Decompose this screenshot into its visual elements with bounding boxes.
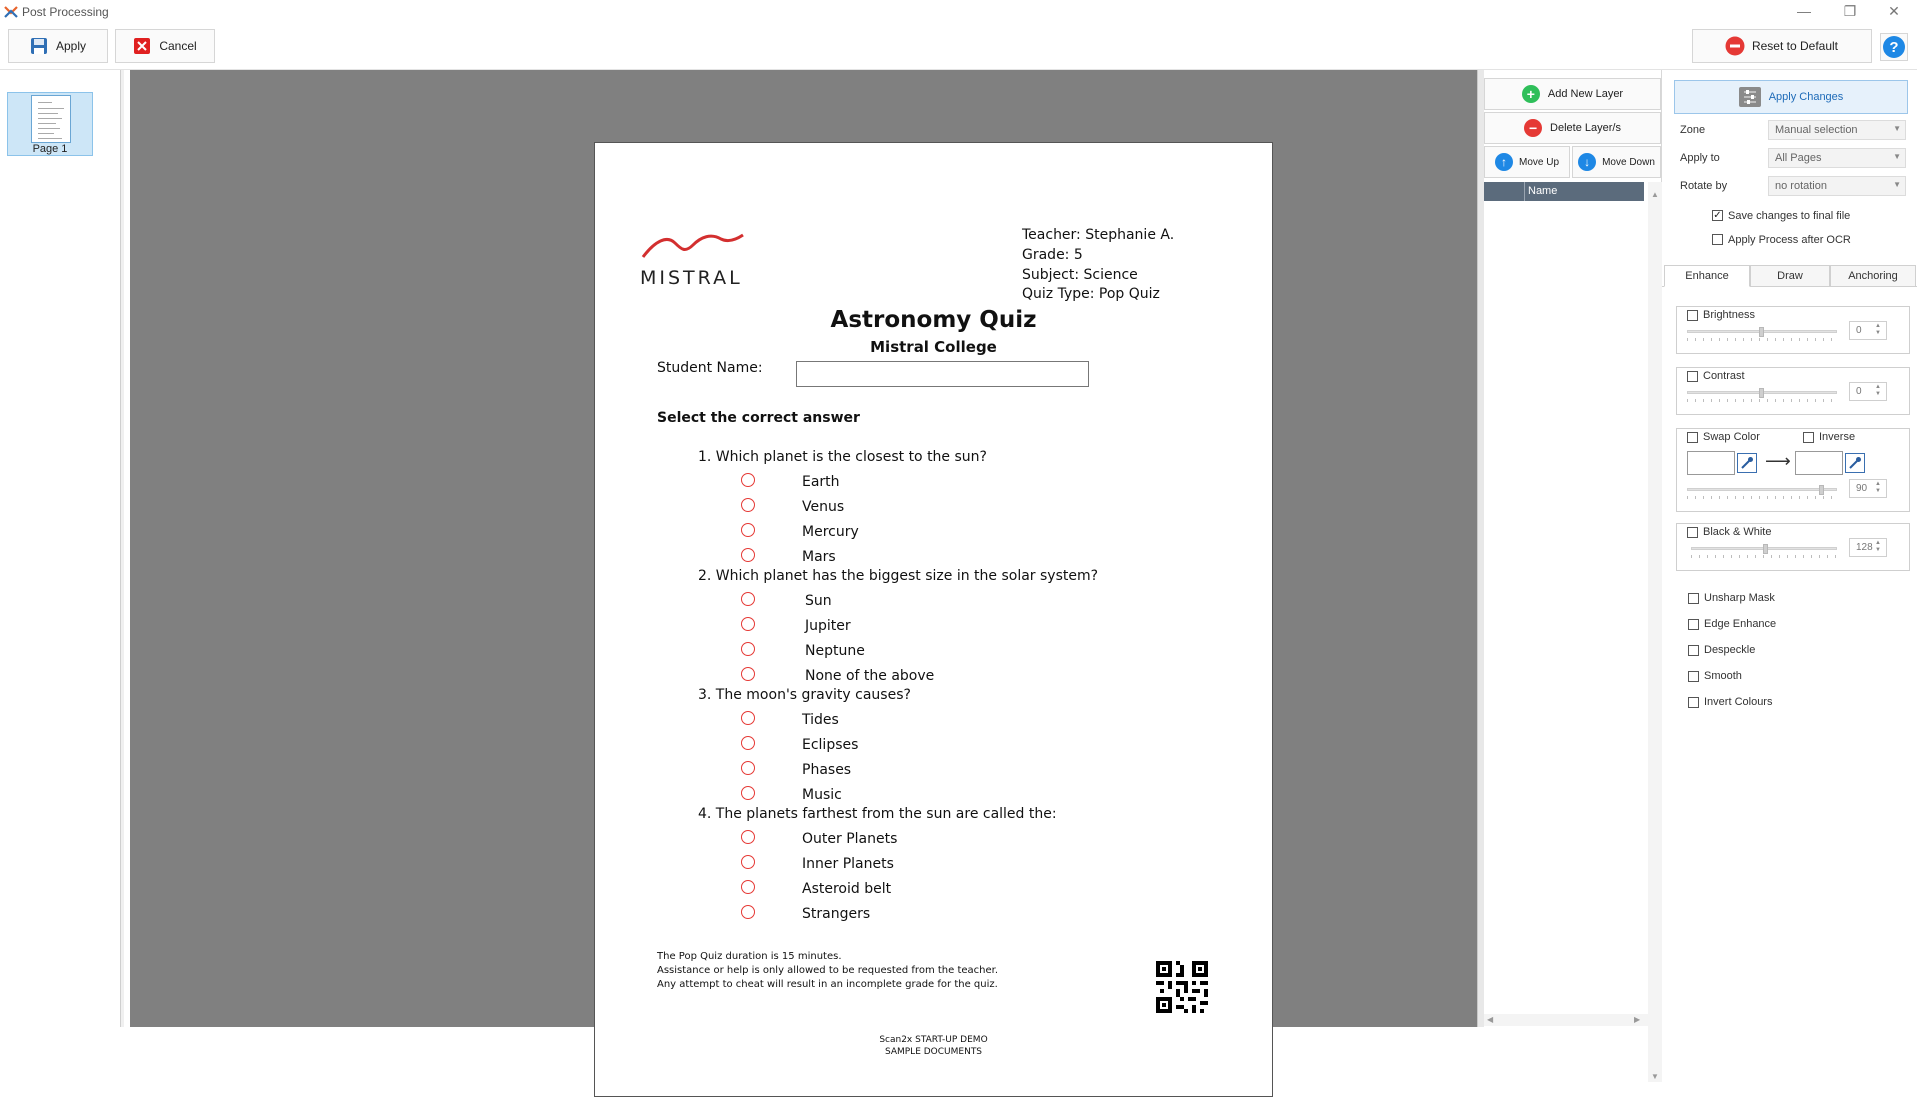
quiz-type-line: Quiz Type: Pop Quiz bbox=[1022, 286, 1160, 302]
radio-option bbox=[741, 473, 755, 487]
swap-tolerance-spinner[interactable] bbox=[1849, 479, 1887, 498]
instruction-text: Select the correct answer bbox=[657, 410, 860, 426]
layers-horizontal-scrollbar[interactable] bbox=[1484, 1014, 1648, 1026]
panel-splitter[interactable] bbox=[1477, 70, 1484, 1027]
chevron-down-icon: ▼ bbox=[1893, 124, 1901, 133]
tab-enhance[interactable] bbox=[1664, 265, 1750, 287]
reset-to-default-button[interactable] bbox=[1692, 29, 1872, 63]
toolbar bbox=[0, 24, 1917, 70]
note-line: Any attempt to cheat will result in an incomplete grade for the quiz. bbox=[657, 979, 998, 990]
save-changes-label: Save changes to final file bbox=[1728, 210, 1851, 222]
cancel-button[interactable] bbox=[115, 29, 215, 63]
smooth-label: Smooth bbox=[1704, 670, 1742, 682]
layers-table-header bbox=[1484, 182, 1644, 201]
invert-colours-checkbox[interactable] bbox=[1688, 697, 1699, 708]
brightness-checkbox[interactable] bbox=[1687, 310, 1698, 321]
black-white-spinner[interactable] bbox=[1849, 538, 1887, 557]
close-window-button[interactable] bbox=[1871, 0, 1917, 22]
thumbnail-panel bbox=[0, 70, 124, 1027]
radio-option bbox=[741, 880, 755, 894]
quiz-title: Astronomy Quiz bbox=[830, 307, 1037, 333]
radio-option bbox=[741, 667, 755, 681]
help-button[interactable] bbox=[1880, 33, 1908, 61]
target-eyedropper-icon[interactable] bbox=[1845, 453, 1865, 473]
move-down-label: Move Down bbox=[1602, 156, 1655, 168]
restore-button[interactable] bbox=[1827, 0, 1873, 22]
swap-color-label: Swap Color bbox=[1703, 431, 1760, 443]
contrast-group bbox=[1676, 367, 1910, 415]
apply-changes-label: Apply Changes bbox=[1768, 91, 1844, 103]
swap-slider-ticks bbox=[1687, 496, 1837, 499]
option-text: Outer Planets bbox=[802, 831, 898, 847]
apply-label: Apply bbox=[55, 39, 87, 53]
rotate-by-label: Rotate by bbox=[1680, 180, 1728, 192]
minus-icon: − bbox=[1524, 119, 1542, 137]
move-down-button[interactable] bbox=[1572, 146, 1661, 178]
radio-option bbox=[741, 711, 755, 725]
arrow-down-icon: ↓ bbox=[1578, 153, 1596, 171]
option-text: Earth bbox=[802, 474, 840, 490]
option-text: Mars bbox=[802, 549, 836, 565]
option-text: Strangers bbox=[802, 906, 871, 922]
chevron-down-icon: ▼ bbox=[1893, 152, 1901, 161]
name-column-header[interactable]: Name bbox=[1528, 185, 1558, 197]
reset-minus-icon bbox=[1726, 37, 1744, 55]
brightness-slider-thumb[interactable] bbox=[1759, 327, 1764, 337]
student-name-label: Student Name: bbox=[657, 360, 763, 376]
edge-enhance-checkbox[interactable] bbox=[1688, 619, 1699, 630]
add-new-layer-button[interactable] bbox=[1484, 78, 1661, 110]
tab-anchoring-label: Anchoring bbox=[1848, 270, 1898, 282]
inverse-label: Inverse bbox=[1819, 431, 1856, 443]
move-up-button[interactable] bbox=[1484, 146, 1570, 178]
option-text: Venus bbox=[802, 499, 845, 515]
option-text: Music bbox=[802, 787, 842, 803]
help-icon: ? bbox=[1883, 36, 1905, 58]
contrast-spinner[interactable] bbox=[1849, 382, 1887, 401]
spinner-arrows-icon[interactable]: ▲ ▼ bbox=[1875, 540, 1881, 553]
black-white-slider[interactable] bbox=[1691, 544, 1837, 558]
zone-select[interactable] bbox=[1768, 120, 1906, 140]
tab-draw-label: Draw bbox=[1777, 270, 1803, 282]
question-3: 3. The moon's gravity causes? bbox=[698, 687, 911, 703]
spinner-arrows-icon[interactable]: ▲ ▼ bbox=[1875, 384, 1881, 397]
radio-option bbox=[741, 761, 755, 775]
rotate-by-select-value: no rotation bbox=[1775, 180, 1827, 192]
page-thumbnail-label: Page 1 bbox=[32, 143, 68, 155]
scroll-down-icon[interactable]: ▼ bbox=[1651, 1072, 1659, 1081]
swap-color-group bbox=[1676, 428, 1910, 512]
subject-line: Subject: Science bbox=[1022, 267, 1138, 283]
inverse-checkbox[interactable] bbox=[1803, 432, 1814, 443]
unsharp-mask-label: Unsharp Mask bbox=[1704, 592, 1775, 604]
scroll-up-icon[interactable]: ▲ bbox=[1651, 190, 1659, 199]
sliders-icon bbox=[1739, 87, 1761, 107]
question-4: 4. The planets farthest from the sun are called the: bbox=[698, 806, 1057, 822]
bw-slider-ticks bbox=[1691, 555, 1837, 558]
tab-draw[interactable] bbox=[1750, 265, 1830, 287]
radio-option bbox=[741, 736, 755, 750]
swap-slider-track bbox=[1687, 488, 1837, 491]
brightness-group bbox=[1676, 306, 1910, 354]
add-layer-label: Add New Layer bbox=[1547, 88, 1624, 100]
edge-enhance-label: Edge Enhance bbox=[1704, 618, 1777, 630]
save-changes-checkbox[interactable]: ✓ bbox=[1713, 210, 1722, 221]
black-white-label: Black & White bbox=[1703, 526, 1772, 538]
brightness-slider-ticks bbox=[1687, 338, 1837, 341]
radio-option bbox=[741, 523, 755, 537]
move-up-label: Move Up bbox=[1518, 156, 1559, 168]
brightness-label: Brightness bbox=[1703, 309, 1755, 321]
column-divider bbox=[1524, 182, 1525, 201]
radio-option bbox=[741, 617, 755, 631]
swap-tolerance-slider[interactable] bbox=[1687, 485, 1837, 499]
radio-option bbox=[741, 592, 755, 606]
restore-icon: ❐ bbox=[1843, 2, 1857, 19]
option-text: Phases bbox=[802, 762, 852, 778]
apply-after-ocr-label: Apply Process after OCR bbox=[1728, 234, 1851, 246]
teacher-line: Teacher: Stephanie A. bbox=[1022, 227, 1175, 243]
unsharp-mask-checkbox[interactable] bbox=[1688, 593, 1699, 604]
apply-to-label: Apply to bbox=[1680, 152, 1720, 164]
bw-slider-thumb[interactable] bbox=[1763, 544, 1768, 554]
window-title: Post Processing bbox=[22, 5, 109, 19]
radio-option bbox=[741, 548, 755, 562]
swap-tolerance-value: 90 bbox=[1856, 483, 1868, 494]
option-text: Jupiter bbox=[805, 618, 851, 634]
question-2: 2. Which planet has the biggest size in the solar system? bbox=[698, 568, 1099, 584]
contrast-slider-thumb[interactable] bbox=[1759, 388, 1764, 398]
source-eyedropper-icon[interactable] bbox=[1737, 453, 1757, 473]
grade-line: Grade: 5 bbox=[1022, 247, 1083, 263]
option-text: None of the above bbox=[805, 668, 935, 684]
qr-code bbox=[1156, 961, 1208, 1013]
zone-label: Zone bbox=[1680, 124, 1706, 136]
apply-button[interactable] bbox=[8, 29, 108, 63]
apply-changes-button[interactable] bbox=[1674, 80, 1908, 114]
reset-label: Reset to Default bbox=[1751, 39, 1839, 53]
scroll-right-icon[interactable]: ▶ bbox=[1634, 1015, 1641, 1024]
radio-option bbox=[741, 498, 755, 512]
student-name-field bbox=[796, 361, 1089, 387]
black-white-value: 128 bbox=[1856, 542, 1873, 553]
spinner-arrows-icon[interactable]: ▲ ▼ bbox=[1875, 481, 1881, 494]
target-color-box[interactable] bbox=[1795, 451, 1843, 475]
rotate-by-select[interactable] bbox=[1768, 176, 1906, 196]
option-text: Eclipses bbox=[802, 737, 859, 753]
option-text: Asteroid belt bbox=[802, 881, 892, 897]
radio-option bbox=[741, 830, 755, 844]
black-white-group bbox=[1676, 523, 1910, 571]
brightness-slider[interactable] bbox=[1687, 327, 1837, 341]
document-canvas[interactable] bbox=[130, 70, 1477, 1057]
spinner-arrows-icon[interactable]: ▲ ▼ bbox=[1875, 323, 1881, 336]
delete-layers-button[interactable] bbox=[1484, 112, 1661, 144]
radio-option bbox=[741, 642, 755, 656]
option-text: Mercury bbox=[802, 524, 859, 540]
contrast-value: 0 bbox=[1856, 386, 1862, 397]
logo-text: MISTRAL bbox=[640, 267, 743, 289]
tab-enhance-label: Enhance bbox=[1685, 270, 1729, 282]
option-text: Sun bbox=[805, 593, 832, 609]
footer-line: Scan2x START-UP DEMO bbox=[879, 1035, 988, 1045]
apply-to-select-value: All Pages bbox=[1775, 152, 1822, 164]
contrast-checkbox[interactable] bbox=[1687, 371, 1698, 382]
cancel-x-icon bbox=[133, 37, 151, 55]
layers-vertical-scrollbar[interactable] bbox=[1648, 182, 1662, 1082]
note-line: The Pop Quiz duration is 15 minutes. bbox=[657, 951, 842, 962]
swap-color-checkbox[interactable] bbox=[1687, 432, 1698, 443]
apply-to-select[interactable] bbox=[1768, 148, 1906, 168]
contrast-slider[interactable] bbox=[1687, 388, 1837, 402]
despeckle-label: Despeckle bbox=[1704, 644, 1756, 656]
cancel-label: Cancel bbox=[159, 39, 197, 53]
page-thumbnail-image bbox=[31, 95, 71, 143]
radio-option bbox=[741, 905, 755, 919]
properties-panel bbox=[1662, 70, 1917, 1027]
title-bar bbox=[0, 0, 1917, 24]
layers-panel bbox=[1484, 70, 1662, 1081]
radio-option bbox=[741, 786, 755, 800]
brightness-spinner[interactable] bbox=[1849, 321, 1887, 340]
black-white-checkbox[interactable] bbox=[1687, 527, 1698, 538]
panel-splitter[interactable] bbox=[120, 70, 124, 1027]
radio-option bbox=[741, 855, 755, 869]
mistral-logo bbox=[641, 231, 745, 261]
brightness-value: 0 bbox=[1856, 325, 1862, 336]
document-page bbox=[594, 142, 1273, 1097]
college-name: Mistral College bbox=[870, 338, 997, 356]
option-text: Neptune bbox=[805, 643, 865, 659]
contrast-slider-ticks bbox=[1687, 399, 1837, 402]
arrow-right-icon: ⟶ bbox=[1765, 451, 1791, 471]
despeckle-checkbox[interactable] bbox=[1688, 645, 1699, 656]
question-1: 1. Which planet is the closest to the sun? bbox=[698, 449, 987, 465]
swap-slider-thumb[interactable] bbox=[1819, 485, 1824, 495]
footer-line: SAMPLE DOCUMENTS bbox=[884, 1047, 983, 1057]
apply-after-ocr-checkbox[interactable] bbox=[1712, 234, 1723, 245]
contrast-label: Contrast bbox=[1703, 370, 1745, 382]
tab-anchoring[interactable] bbox=[1830, 265, 1916, 287]
chevron-down-icon: ▼ bbox=[1893, 180, 1901, 189]
source-color-box[interactable] bbox=[1687, 451, 1735, 475]
delete-layer-label: Delete Layer/s bbox=[1550, 122, 1621, 134]
app-logo-icon bbox=[4, 5, 18, 19]
arrow-up-icon: ↑ bbox=[1495, 153, 1513, 171]
smooth-checkbox[interactable] bbox=[1688, 671, 1699, 682]
scroll-left-icon[interactable]: ◀ bbox=[1487, 1015, 1494, 1024]
minimize-icon: — bbox=[1797, 3, 1811, 19]
option-text: Tides bbox=[802, 712, 839, 728]
invert-colours-label: Invert Colours bbox=[1704, 696, 1773, 708]
zone-select-value: Manual selection bbox=[1775, 124, 1858, 136]
plus-icon: + bbox=[1522, 85, 1540, 103]
option-text: Inner Planets bbox=[802, 856, 894, 872]
minimize-button[interactable] bbox=[1781, 0, 1827, 22]
note-line: Assistance or help is only allowed to be requested from the teacher. bbox=[657, 965, 999, 976]
save-disk-icon bbox=[30, 37, 48, 55]
page-thumbnail[interactable] bbox=[7, 92, 93, 156]
close-icon: ✕ bbox=[1888, 2, 1900, 19]
